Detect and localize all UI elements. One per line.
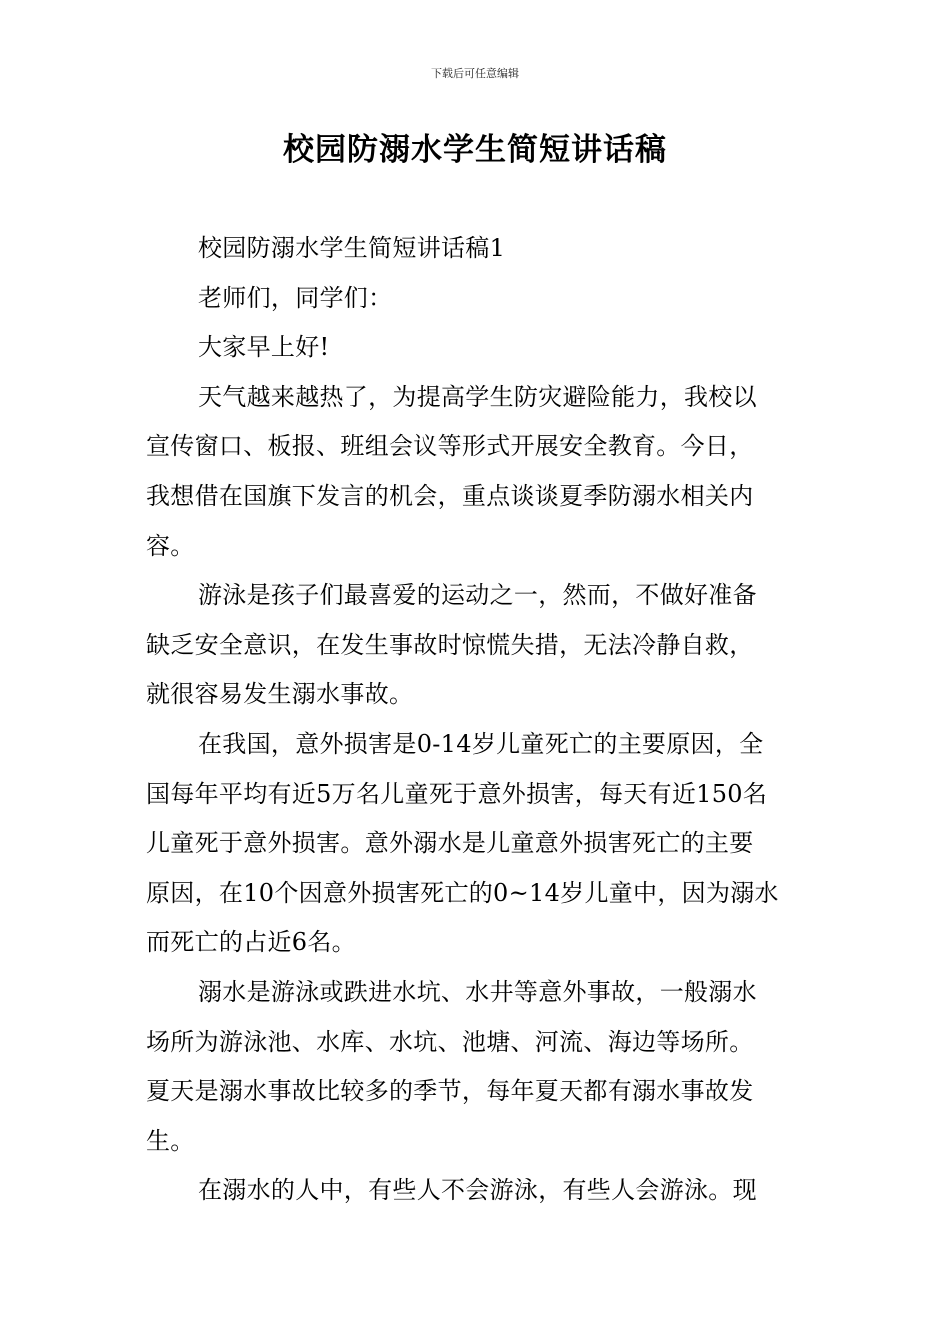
- paragraph-statistics: 在我国，意外损害是0-14岁儿童死亡的主要原因，全 国每年平均有近5万名儿童死于意外损害，每天有近150名 儿童死于意外损害。意外溺水是儿童意外损害死亡的主要 原因，在10个因意外损害死亡的0~14岁儿童中，因为溺水 而死亡的占近6名。: [146, 729, 779, 957]
- paragraph-salutation: 老师们，同学们：: [198, 283, 393, 312]
- paragraph-drowning-people: 在溺水的人中，有些人不会游泳，有些人会游泳。现: [198, 1176, 757, 1205]
- paragraph-drowning-places: 溺水是游泳或跌进水坑、水井等意外事故，一般溺水 场所为游泳池、水库、水坑、池塘、河流、海边等场所。 夏天是溺水事故比较多的季节，每年夏天都有溺水事故发 生。: [146, 977, 757, 1155]
- paragraph-greeting: 大家早上好!: [198, 333, 330, 362]
- paragraph-intro: 天气越来越热了，为提高学生防灾避险能力，我校以 宣传窗口、板报、班组会议等形式开展安全教育。今日， 我想借在国旗下发言的机会，重点谈谈夏季防溺水相关内 容。: [146, 382, 757, 560]
- paragraph-swimming: 游泳是孩子们最喜爱的运动之一，然而，不做好准备 缺乏安全意识，在发生事故时惊慌失措，无法冷静自救， 就很容易发生溺水事故。: [146, 581, 757, 709]
- page-title: 校园防溺水学生简短讲话稿: [283, 132, 667, 168]
- paragraph-subtitle: 校园防溺水学生简短讲话稿1: [198, 234, 506, 262]
- header-note: 下载后可任意编辑: [431, 67, 519, 80]
- document-body: [146, 224, 808, 1216]
